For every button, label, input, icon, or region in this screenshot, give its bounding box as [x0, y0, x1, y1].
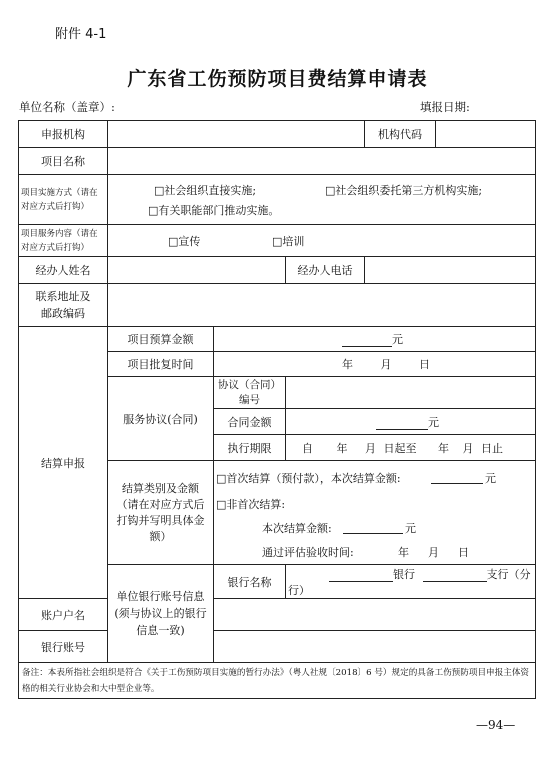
note-cell [19, 663, 536, 699]
note-text: 备注：本表所指社会组织是符合《关于工伤预防项目实施的暂行办法》（粤人社规〔2018〕6 号）规定的具备工伤预防项目申报主体资格的相关行业协会和大中型企业等。 [22, 667, 530, 694]
first-settlement-option[interactable]: □首次结算（预付款），本次结算金额: [216, 472, 401, 485]
eval-day-unit: 日 [458, 546, 469, 559]
fill-date-label: 填报日期: [420, 100, 470, 114]
settlement-label: 结算申报 [19, 327, 108, 599]
period-start-month: 月 [365, 441, 376, 455]
category-label: 结算类别及金额（请在对应方式后打钩并写明具体金额） [108, 461, 214, 565]
address-field[interactable] [108, 284, 536, 327]
approval-year-unit: 年 [342, 358, 353, 371]
this-amount-label: 本次结算金额: [262, 522, 332, 535]
budget-amount-label: 项目预算金额 [108, 327, 214, 352]
impl-method-label: 项目实施方式（请在对应方式后打钩） [19, 175, 108, 225]
period-end-suffix: 日止 [481, 441, 503, 455]
branch-blank[interactable] [423, 568, 487, 582]
non-first-option[interactable]: □非首次结算: [216, 498, 286, 511]
approval-time-field[interactable] [214, 352, 536, 377]
impl-option-departments[interactable]: □有关职能部门推动实施。 [148, 203, 280, 217]
period-start-year: 年 [336, 441, 348, 455]
contract-amount-field[interactable] [286, 409, 536, 435]
account-no-label: 银行账号 [19, 631, 108, 663]
applicant-org-field[interactable] [108, 121, 365, 148]
period-start-suffix: 日起至 [383, 441, 417, 455]
period-end-month: 月 [462, 441, 474, 455]
service-option-publicity[interactable]: □宣传 [168, 234, 201, 248]
approval-month-unit: 月 [380, 358, 392, 371]
agreement-no-field[interactable] [286, 377, 536, 409]
account-holder-field[interactable] [214, 599, 536, 631]
unit-name-label: 单位名称（盖章）: [19, 100, 115, 114]
org-code-field[interactable] [436, 121, 536, 148]
settlement-form-table [18, 120, 536, 699]
eval-time-label: 通过评估验收时间: [262, 546, 354, 559]
impl-option-third-party[interactable]: □社会组织委托第三方机构实施; [325, 183, 483, 197]
bank-name-field[interactable] [286, 565, 536, 599]
bank-blank[interactable] [329, 568, 393, 582]
approval-time-label: 项目批复时间 [108, 352, 214, 377]
page-title: 广东省工伤预防项目费结算申请表 [127, 68, 428, 90]
impl-method-options [108, 175, 536, 225]
address-label: 联系地址及邮政编码 [19, 284, 108, 327]
contract-amount-label: 合同金额 [214, 409, 286, 435]
applicant-org-label: 申报机构 [19, 121, 108, 148]
period-end-year: 年 [438, 441, 449, 455]
budget-amount-blank[interactable] [342, 333, 392, 347]
this-unit: 元 [405, 522, 416, 535]
first-unit: 元 [485, 472, 496, 485]
eval-year-unit: 年 [398, 546, 409, 559]
page-number: —94— [476, 718, 516, 732]
bank-suffix: 银行 [393, 567, 415, 581]
exec-period-label: 执行期限 [214, 435, 286, 461]
exec-period-field[interactable] [286, 435, 536, 461]
handler-phone-label: 经办人电话 [286, 257, 365, 284]
account-no-field[interactable] [214, 631, 536, 663]
category-field [214, 461, 536, 565]
contract-amount-blank[interactable] [376, 416, 428, 430]
handler-phone-field[interactable] [365, 257, 536, 284]
attachment-label: 附件 4-1 [55, 27, 107, 42]
period-from: 自 [302, 441, 313, 455]
handler-name-field[interactable] [108, 257, 286, 284]
agreement-no-label: 协议（合同）编号 [214, 377, 286, 409]
contract-unit: 元 [428, 415, 439, 429]
org-code-label: 机构代码 [365, 121, 436, 148]
handler-name-label: 经办人姓名 [19, 257, 108, 284]
service-content-label: 项目服务内容（请在对应方式后打钩） [19, 225, 108, 257]
service-agreement-label: 服务协议(合同) [108, 377, 214, 461]
service-content-options [108, 225, 536, 257]
branch-suffix: 支行（分行） [288, 567, 531, 597]
approval-day-unit: 日 [419, 358, 430, 371]
impl-option-direct[interactable]: □社会组织直接实施; [154, 183, 257, 197]
bank-name-label: 银行名称 [214, 565, 286, 599]
service-option-training[interactable]: □培训 [272, 234, 305, 248]
this-amount-blank[interactable] [343, 532, 403, 534]
project-name-label: 项目名称 [19, 148, 108, 175]
bank-info-label: 单位银行账号信息(须与协议上的银行信息一致) [108, 565, 214, 663]
account-holder-label: 账户户名 [19, 599, 108, 631]
eval-month-unit: 月 [428, 546, 439, 559]
budget-unit: 元 [392, 333, 403, 346]
budget-amount-field[interactable] [214, 327, 536, 352]
first-amount-blank[interactable] [431, 482, 483, 484]
project-name-field[interactable] [108, 148, 536, 175]
